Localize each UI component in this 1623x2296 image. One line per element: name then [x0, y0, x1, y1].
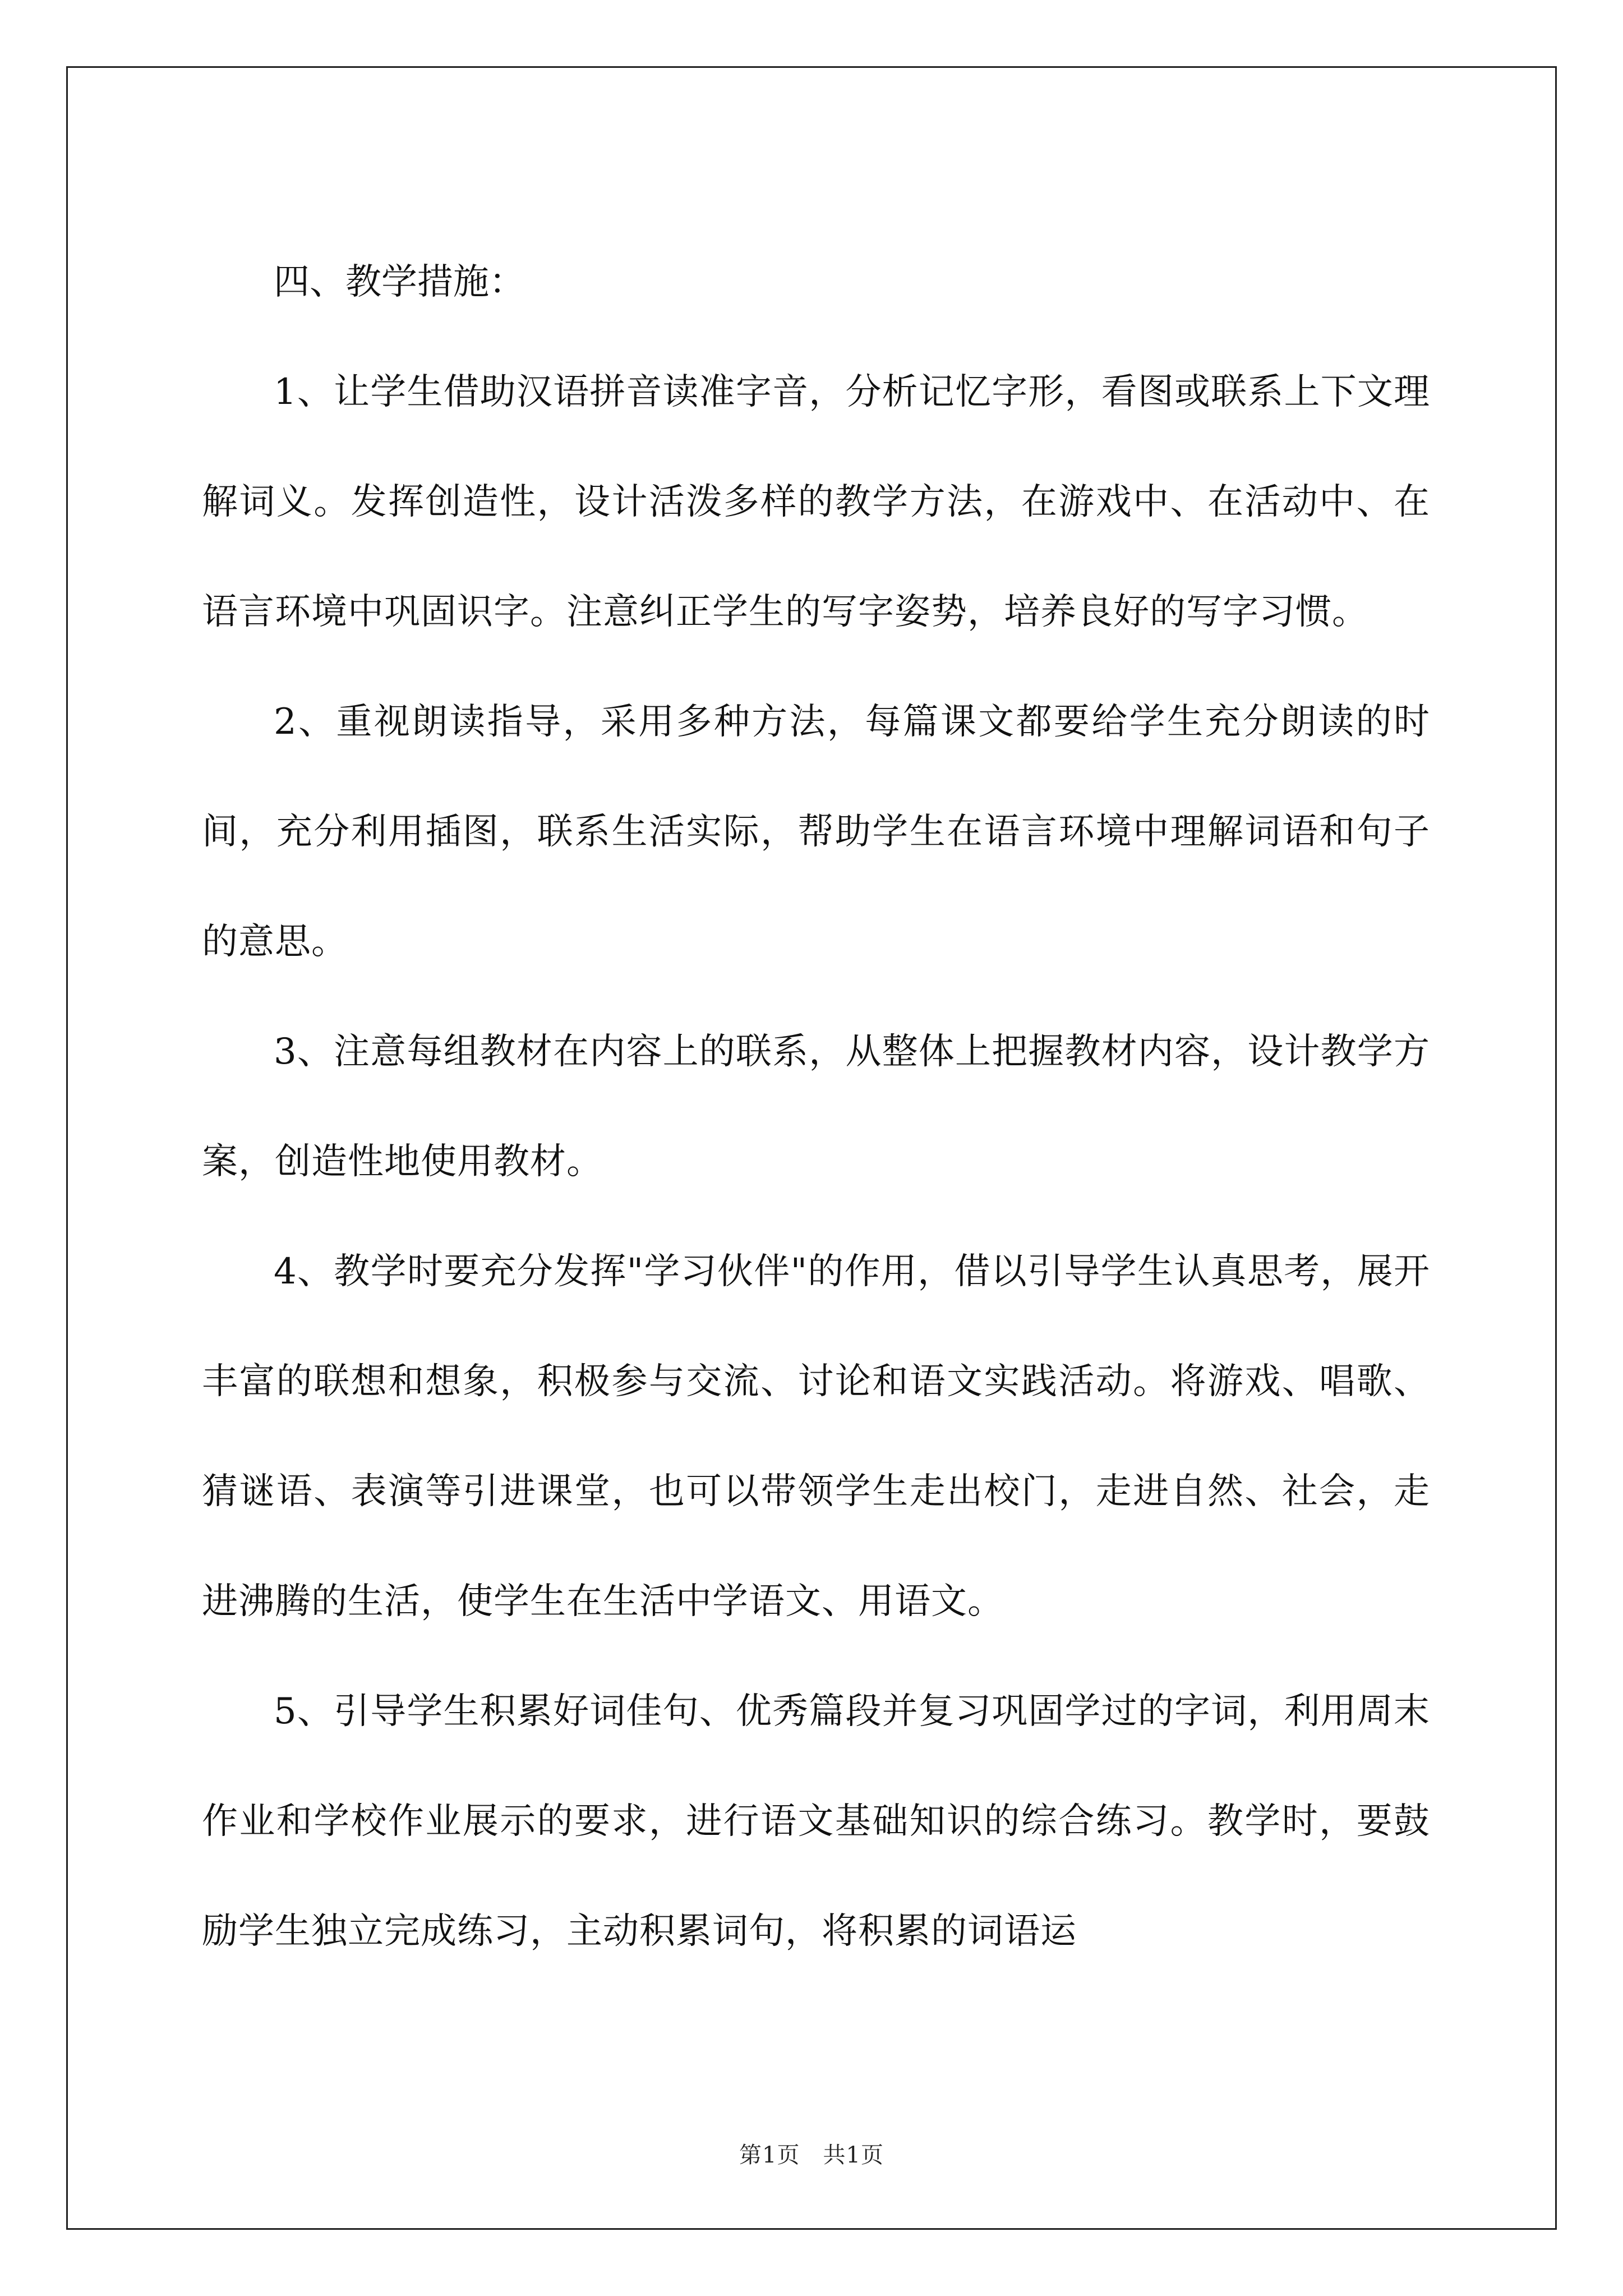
section-heading: 四、教学措施：: [274, 261, 525, 303]
paragraph-1: 1、让学生借助汉语拼音读准字音，分析记忆字形，看图或联系上下文理解词义。发挥创造性，设计活泼多样的教学方法，在游戏中、在活动中、在语言环境中巩固识字。注意纠正学生的写字姿势，培养良好的写字习惯。: [202, 371, 1430, 633]
paragraph-5: 5、引导学生积累好词佳句、优秀篇段并复习巩固学过的字词，利用周末作业和学校作业展示的要求，进行语文基础知识的综合练习。教学时，要鼓励学生独立完成练习，主动积累词句，将积累的词语运: [202, 1691, 1430, 1952]
page-footer: 第1页 共1页: [739, 2142, 884, 2168]
paragraph-4: 4、教学时要充分发挥"学习伙伴"的作用，借以引导学生认真思考，展开丰富的联想和想象，积极参与交流、讨论和语文实践活动。将游戏、唱歌、猜谜语、表演等引进课堂，也可以带领学生走出校门，走进自然、社会，走进沸腾的生活，使学生在生活中学语文、用语文。: [202, 1251, 1430, 1622]
paragraph-3: 3、注意每组教材在内容上的联系，从整体上把握教材内容，设计教学方案，创造性地使用教材。: [202, 1031, 1430, 1182]
paragraph-2: 2、重视朗读指导，采用多种方法，每篇课文都要给学生充分朗读的时间，充分利用插图，联系生活实际，帮助学生在语言环境中理解词语和句子的意思。: [202, 701, 1430, 963]
document-body: [202, 227, 1430, 1986]
